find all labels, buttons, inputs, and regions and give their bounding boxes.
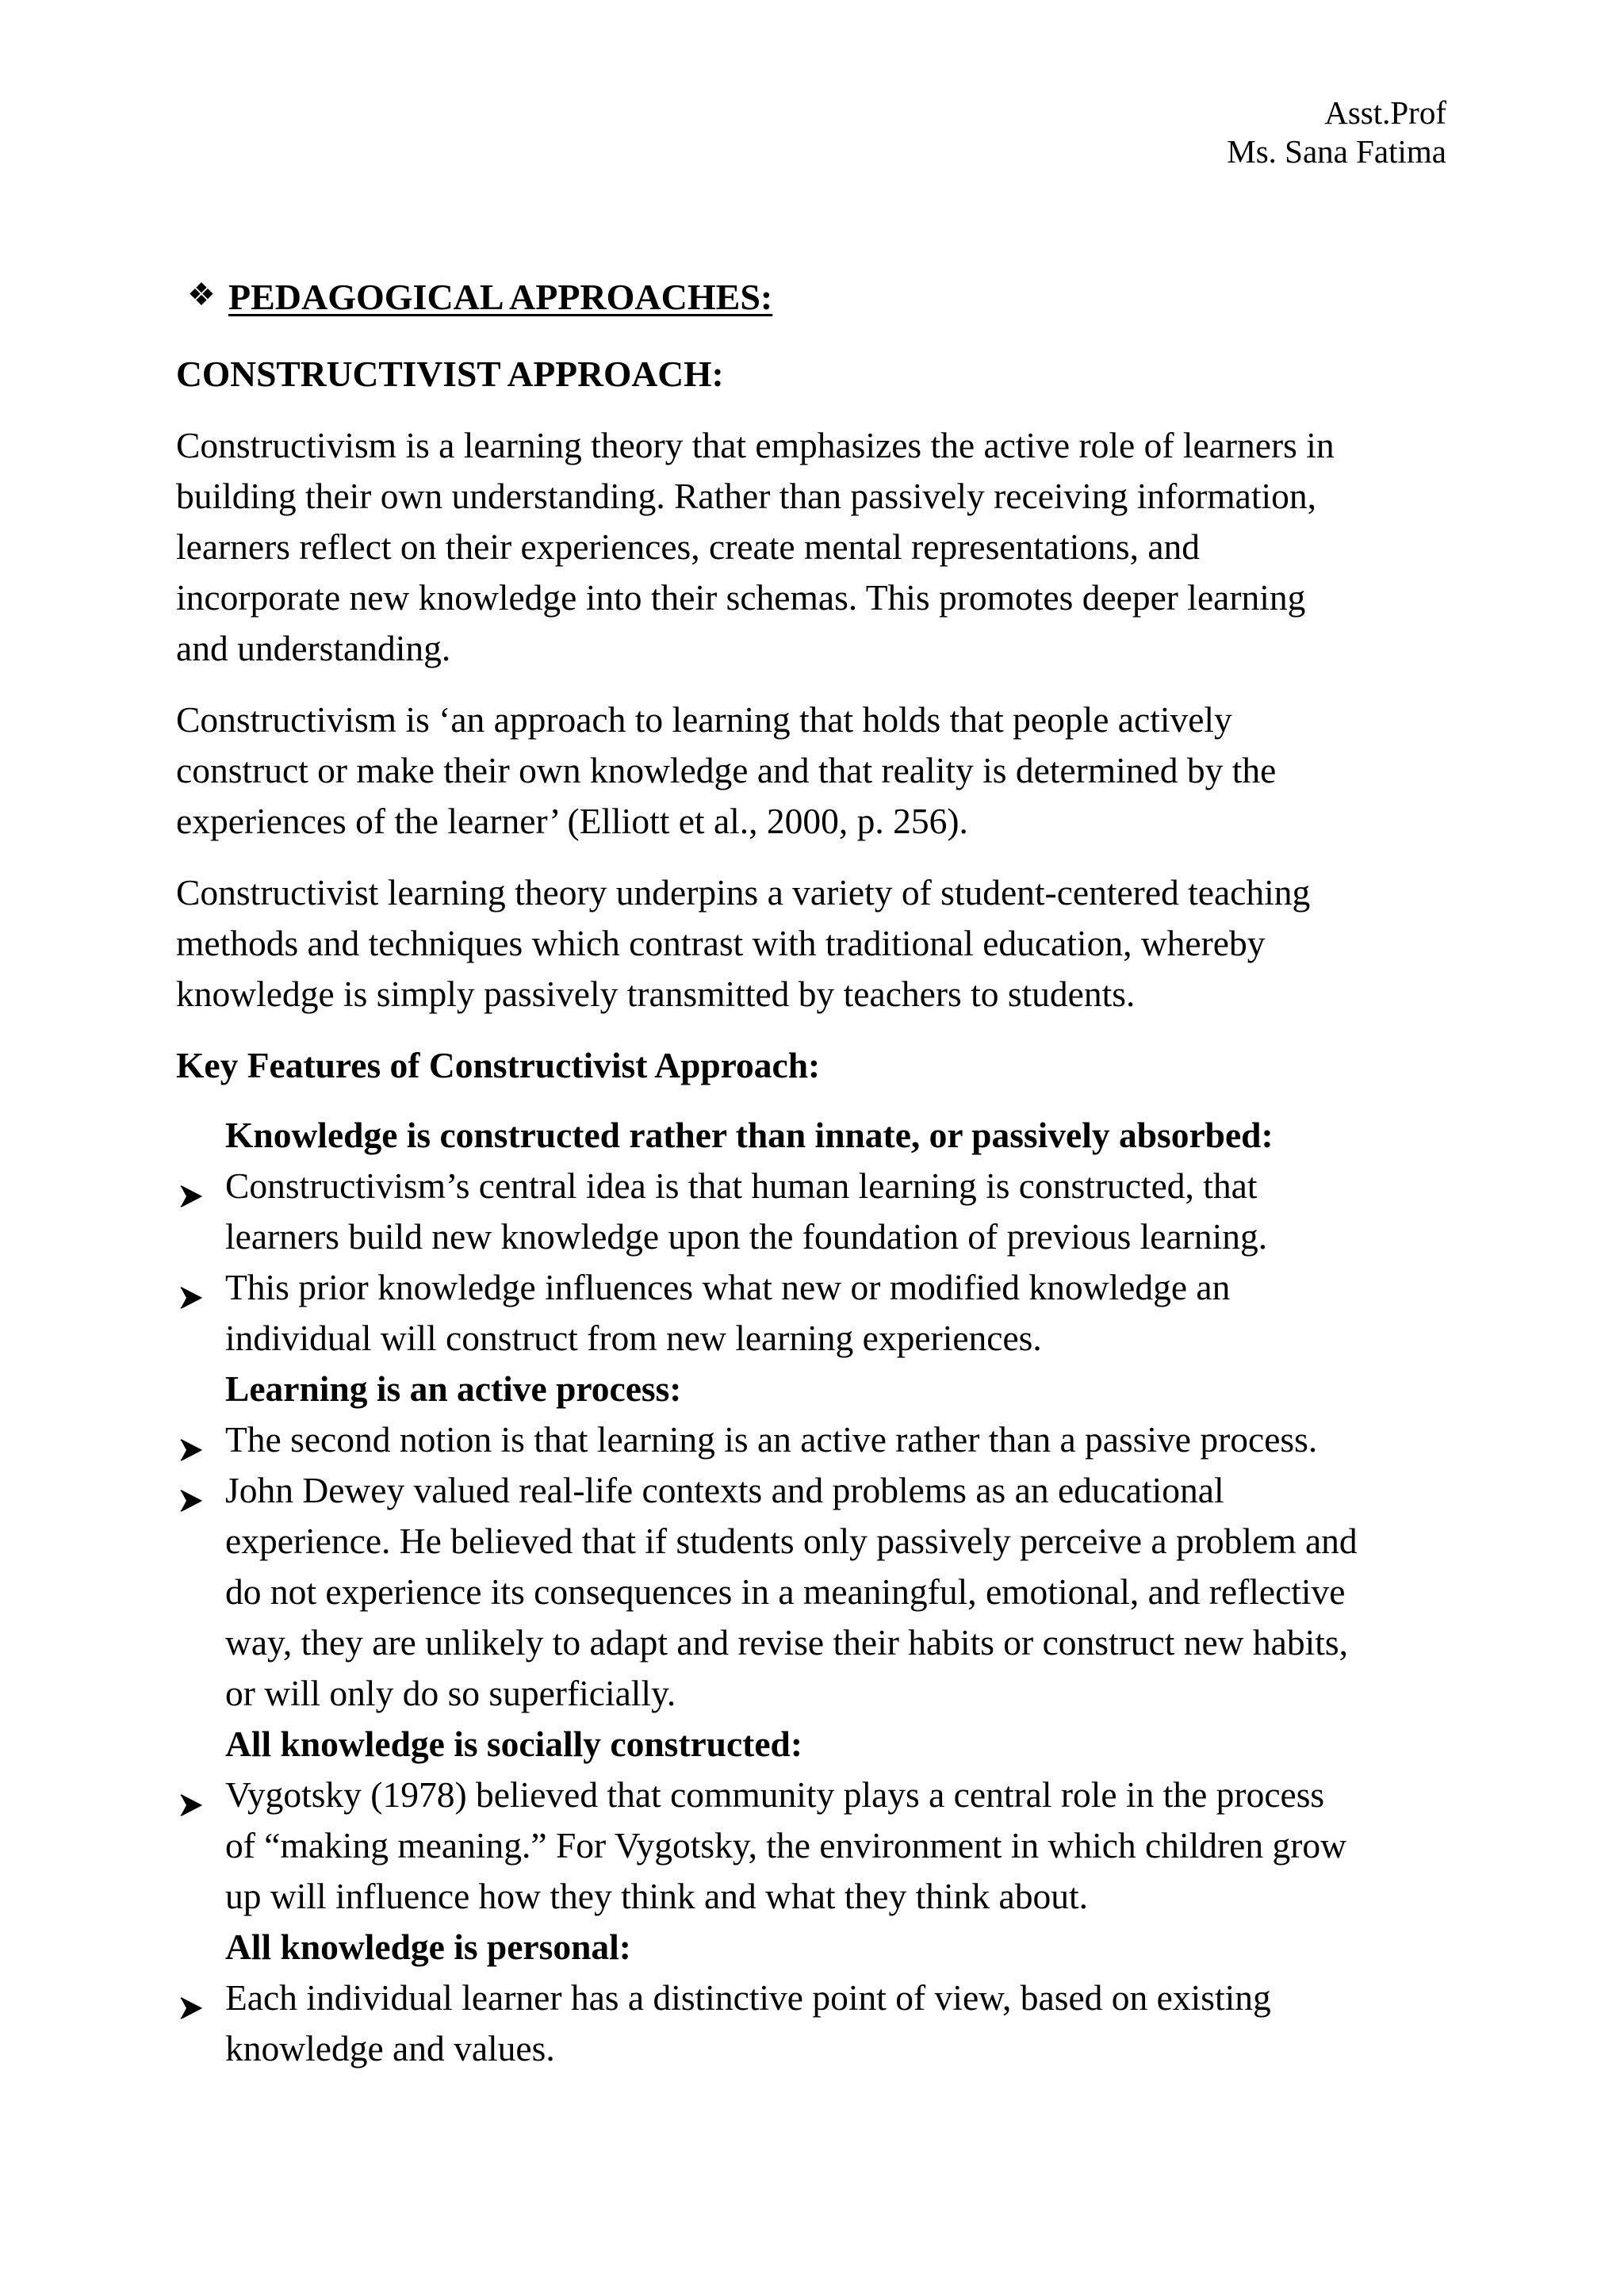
section-heading-text: PEDAGOGICAL APPROACHES: bbox=[228, 277, 773, 317]
bullet-line: knowledge and values. bbox=[225, 2028, 555, 2068]
author-header bbox=[1227, 94, 1446, 171]
document-body bbox=[176, 349, 1461, 2074]
feature-group-title: Learning is an active process: bbox=[225, 1368, 682, 1409]
bullet-line: or will only do so superficially. bbox=[225, 1673, 676, 1713]
bullet-item bbox=[176, 1770, 1461, 1922]
subheading: CONSTRUCTIVIST APPROACH: bbox=[176, 354, 724, 394]
bullet-line: This prior knowledge influences what new or modified knowledge an bbox=[225, 1267, 1231, 1307]
arrow-bullet-icon bbox=[178, 1172, 203, 1197]
paragraph-line: Constructivism is ‘an approach to learning that holds that people actively bbox=[176, 699, 1232, 740]
paragraph-line: and understanding. bbox=[176, 628, 451, 668]
paragraph bbox=[176, 695, 1461, 847]
paragraph-line: incorporate new knowledge into their schemas. This promotes deeper learning bbox=[176, 577, 1306, 618]
feature-group-title: All knowledge is socially constructed: bbox=[225, 1724, 802, 1764]
arrow-bullet-icon bbox=[178, 1781, 203, 1806]
bullet-line: Each individual learner has a distinctive point of view, based on existing bbox=[225, 1977, 1271, 2018]
paragraph-line: methods and techniques which contrast with traditional education, whereby bbox=[176, 923, 1266, 963]
bullet-line: Constructivism’s central idea is that human learning is constructed, that bbox=[225, 1165, 1258, 1206]
bullet-line: Vygotsky (1978) believed that community plays a central role in the process bbox=[225, 1774, 1325, 1815]
paragraph-line: Constructivism is a learning theory that emphasizes the active role of learners in bbox=[176, 425, 1335, 465]
bullet-line: John Dewey valued real-life contexts and problems as an educational bbox=[225, 1470, 1224, 1510]
paragraph-line: Constructivist learning theory underpins a variety of student-centered teaching bbox=[176, 872, 1311, 913]
bullet-item bbox=[176, 1161, 1461, 1262]
bullet-line: experience. He believed that if students only passively perceive a problem and bbox=[225, 1521, 1358, 1561]
bullet-line: individual will construct from new learning experiences. bbox=[225, 1318, 1042, 1358]
section-heading bbox=[187, 276, 773, 318]
paragraphs bbox=[176, 420, 1461, 1020]
bullet-item bbox=[176, 1465, 1461, 1719]
bullet-item bbox=[176, 1973, 1461, 2074]
arrow-bullet-icon bbox=[178, 1476, 203, 1502]
arrow-bullet-icon bbox=[178, 1273, 203, 1299]
bullet-line: way, they are unlikely to adapt and revise their habits or construct new habits, bbox=[225, 1622, 1348, 1663]
arrow-bullet-icon bbox=[178, 1425, 203, 1451]
author-title: Asst.Prof bbox=[1324, 94, 1446, 131]
bullet-line: learners build new knowledge upon the foundation of previous learning. bbox=[225, 1216, 1268, 1257]
paragraph-line: learners reflect on their experiences, create mental representations, and bbox=[176, 526, 1201, 567]
arrow-bullet-icon bbox=[178, 1984, 203, 2009]
bullet-line: up will influence how they think and what they think about. bbox=[225, 1876, 1089, 1916]
diamond-bullet-icon: ❖ bbox=[187, 277, 216, 312]
paragraph-line: experiences of the learner’ (Elliott et al., 2000, p. 256). bbox=[176, 801, 968, 841]
feature-group-title: All knowledge is personal: bbox=[225, 1927, 631, 1967]
bullet-line: do not experience its consequences in a meaningful, emotional, and reflective bbox=[225, 1571, 1346, 1612]
feature-group-title: Knowledge is constructed rather than innate, or passively absorbed: bbox=[225, 1115, 1274, 1155]
feature-groups bbox=[176, 1110, 1461, 2074]
bullet-line: The second notion is that learning is an active rather than a passive process. bbox=[225, 1419, 1318, 1460]
bullet-item bbox=[176, 1414, 1461, 1465]
paragraph bbox=[176, 867, 1461, 1020]
paragraph-line: construct or make their own knowledge and that reality is determined by the bbox=[176, 750, 1277, 790]
features-heading: Key Features of Constructivist Approach: bbox=[176, 1045, 821, 1085]
paragraph-line: building their own understanding. Rather than passively receiving information, bbox=[176, 476, 1316, 516]
paragraph-line: knowledge is simply passively transmitted by teachers to students. bbox=[176, 974, 1136, 1014]
bullet-item bbox=[176, 1262, 1461, 1364]
author-name: Ms. Sana Fatima bbox=[1227, 133, 1446, 170]
bullet-line: of “making meaning.” For Vygotsky, the environment in which children grow bbox=[225, 1825, 1347, 1866]
paragraph bbox=[176, 420, 1461, 674]
